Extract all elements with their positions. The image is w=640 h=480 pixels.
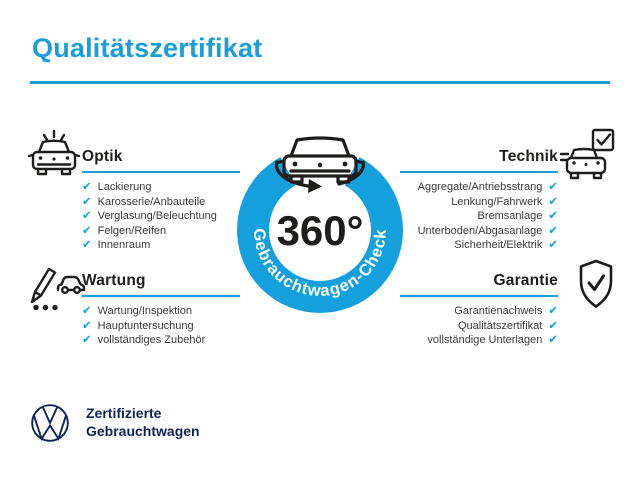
title-divider: [30, 81, 610, 84]
checklist-item: Bremsanlage ✔: [477, 210, 558, 223]
checklist-item: ✔ Felgen/Reifen: [82, 224, 167, 237]
checklist-optik: [82, 180, 240, 253]
checklist-item: ✔ Verglasung/Beleuchtung: [82, 210, 217, 223]
section-optik: [82, 148, 240, 253]
badge-value: 360°: [276, 207, 364, 254]
check-icon: ✔: [82, 239, 92, 252]
car-checkbox-icon: [559, 126, 615, 184]
check-icon: ✔: [82, 334, 92, 347]
checklist-item: ✔ Karosserie/Anbauteile: [82, 195, 206, 208]
check-icon: ✔: [82, 181, 92, 193]
checklist-item: Unterboden/Abgasanlage ✔: [417, 224, 558, 237]
section-garantie: [400, 272, 558, 348]
check-icon: ✔: [548, 319, 558, 332]
check-icon: ✔: [548, 224, 558, 237]
checklist-item: ✔ Wartung/Inspektion: [82, 305, 193, 317]
section-wartung: [82, 272, 240, 348]
360-check-badge: [225, 120, 415, 320]
section-title-garantie: Garantie: [400, 272, 558, 297]
check-icon: ✔: [548, 181, 558, 193]
pencil: [32, 269, 55, 302]
checklist-garantie: [400, 304, 558, 348]
check-icon: ✔: [548, 305, 558, 317]
page-title: Qualitätszertifikat: [32, 33, 263, 63]
checklist-item: Garantienachweis ✔: [454, 305, 558, 317]
shine-rays: [44, 131, 64, 140]
section-technik: [400, 148, 558, 253]
checklist-item: vollständige Unterlagen ✔: [427, 334, 558, 347]
check-icon: ✔: [82, 195, 92, 208]
footer-brand-line2: Gebrauchtwagen: [86, 422, 200, 439]
footer-brand: [86, 405, 200, 440]
checklist-item: ✔ vollständiges Zubehör: [82, 334, 206, 347]
service-checklist-icon: [26, 256, 86, 314]
checklist-item: Lenkung/Fahrwerk ✔: [451, 195, 558, 208]
ellipsis-dots: [33, 305, 57, 310]
section-title-optik: Optik: [82, 148, 240, 173]
checklist-item: ✔ Lackierung: [82, 181, 152, 193]
check-icon: ✔: [548, 239, 558, 252]
check-icon: ✔: [82, 224, 92, 237]
checklist-item: ✔ Hauptuntersuchung: [82, 319, 194, 332]
checklist-item: ✔ Innenraum: [82, 239, 151, 252]
check-icon: ✔: [548, 210, 558, 223]
check-icon: ✔: [82, 305, 92, 317]
car-shine-icon: [27, 126, 81, 184]
section-title-technik: Technik: [400, 148, 558, 173]
vw-logo: [30, 403, 70, 443]
checklist-technik: [400, 180, 558, 253]
section-title-wartung: Wartung: [82, 272, 240, 297]
shield-check-icon: [577, 259, 615, 309]
badge-ring-label: Gebrauchtwagen-Check: [249, 227, 391, 301]
check-icon: ✔: [82, 319, 92, 332]
footer-brand-line1: Zertifizierte: [86, 405, 162, 421]
check-icon: ✔: [548, 195, 558, 208]
check-icon: ✔: [548, 334, 558, 347]
check-icon: ✔: [82, 210, 92, 223]
shield-check: [589, 276, 604, 290]
checklist-wartung: [82, 304, 240, 348]
checklist-item: Qualitätszertifikat ✔: [457, 319, 558, 332]
checklist-item: Sicherheit/Elektrik ✔: [454, 239, 558, 252]
checklist-item: Aggregate/Antriebsstrang ✔: [417, 181, 558, 193]
checkbox-check: [598, 135, 611, 145]
